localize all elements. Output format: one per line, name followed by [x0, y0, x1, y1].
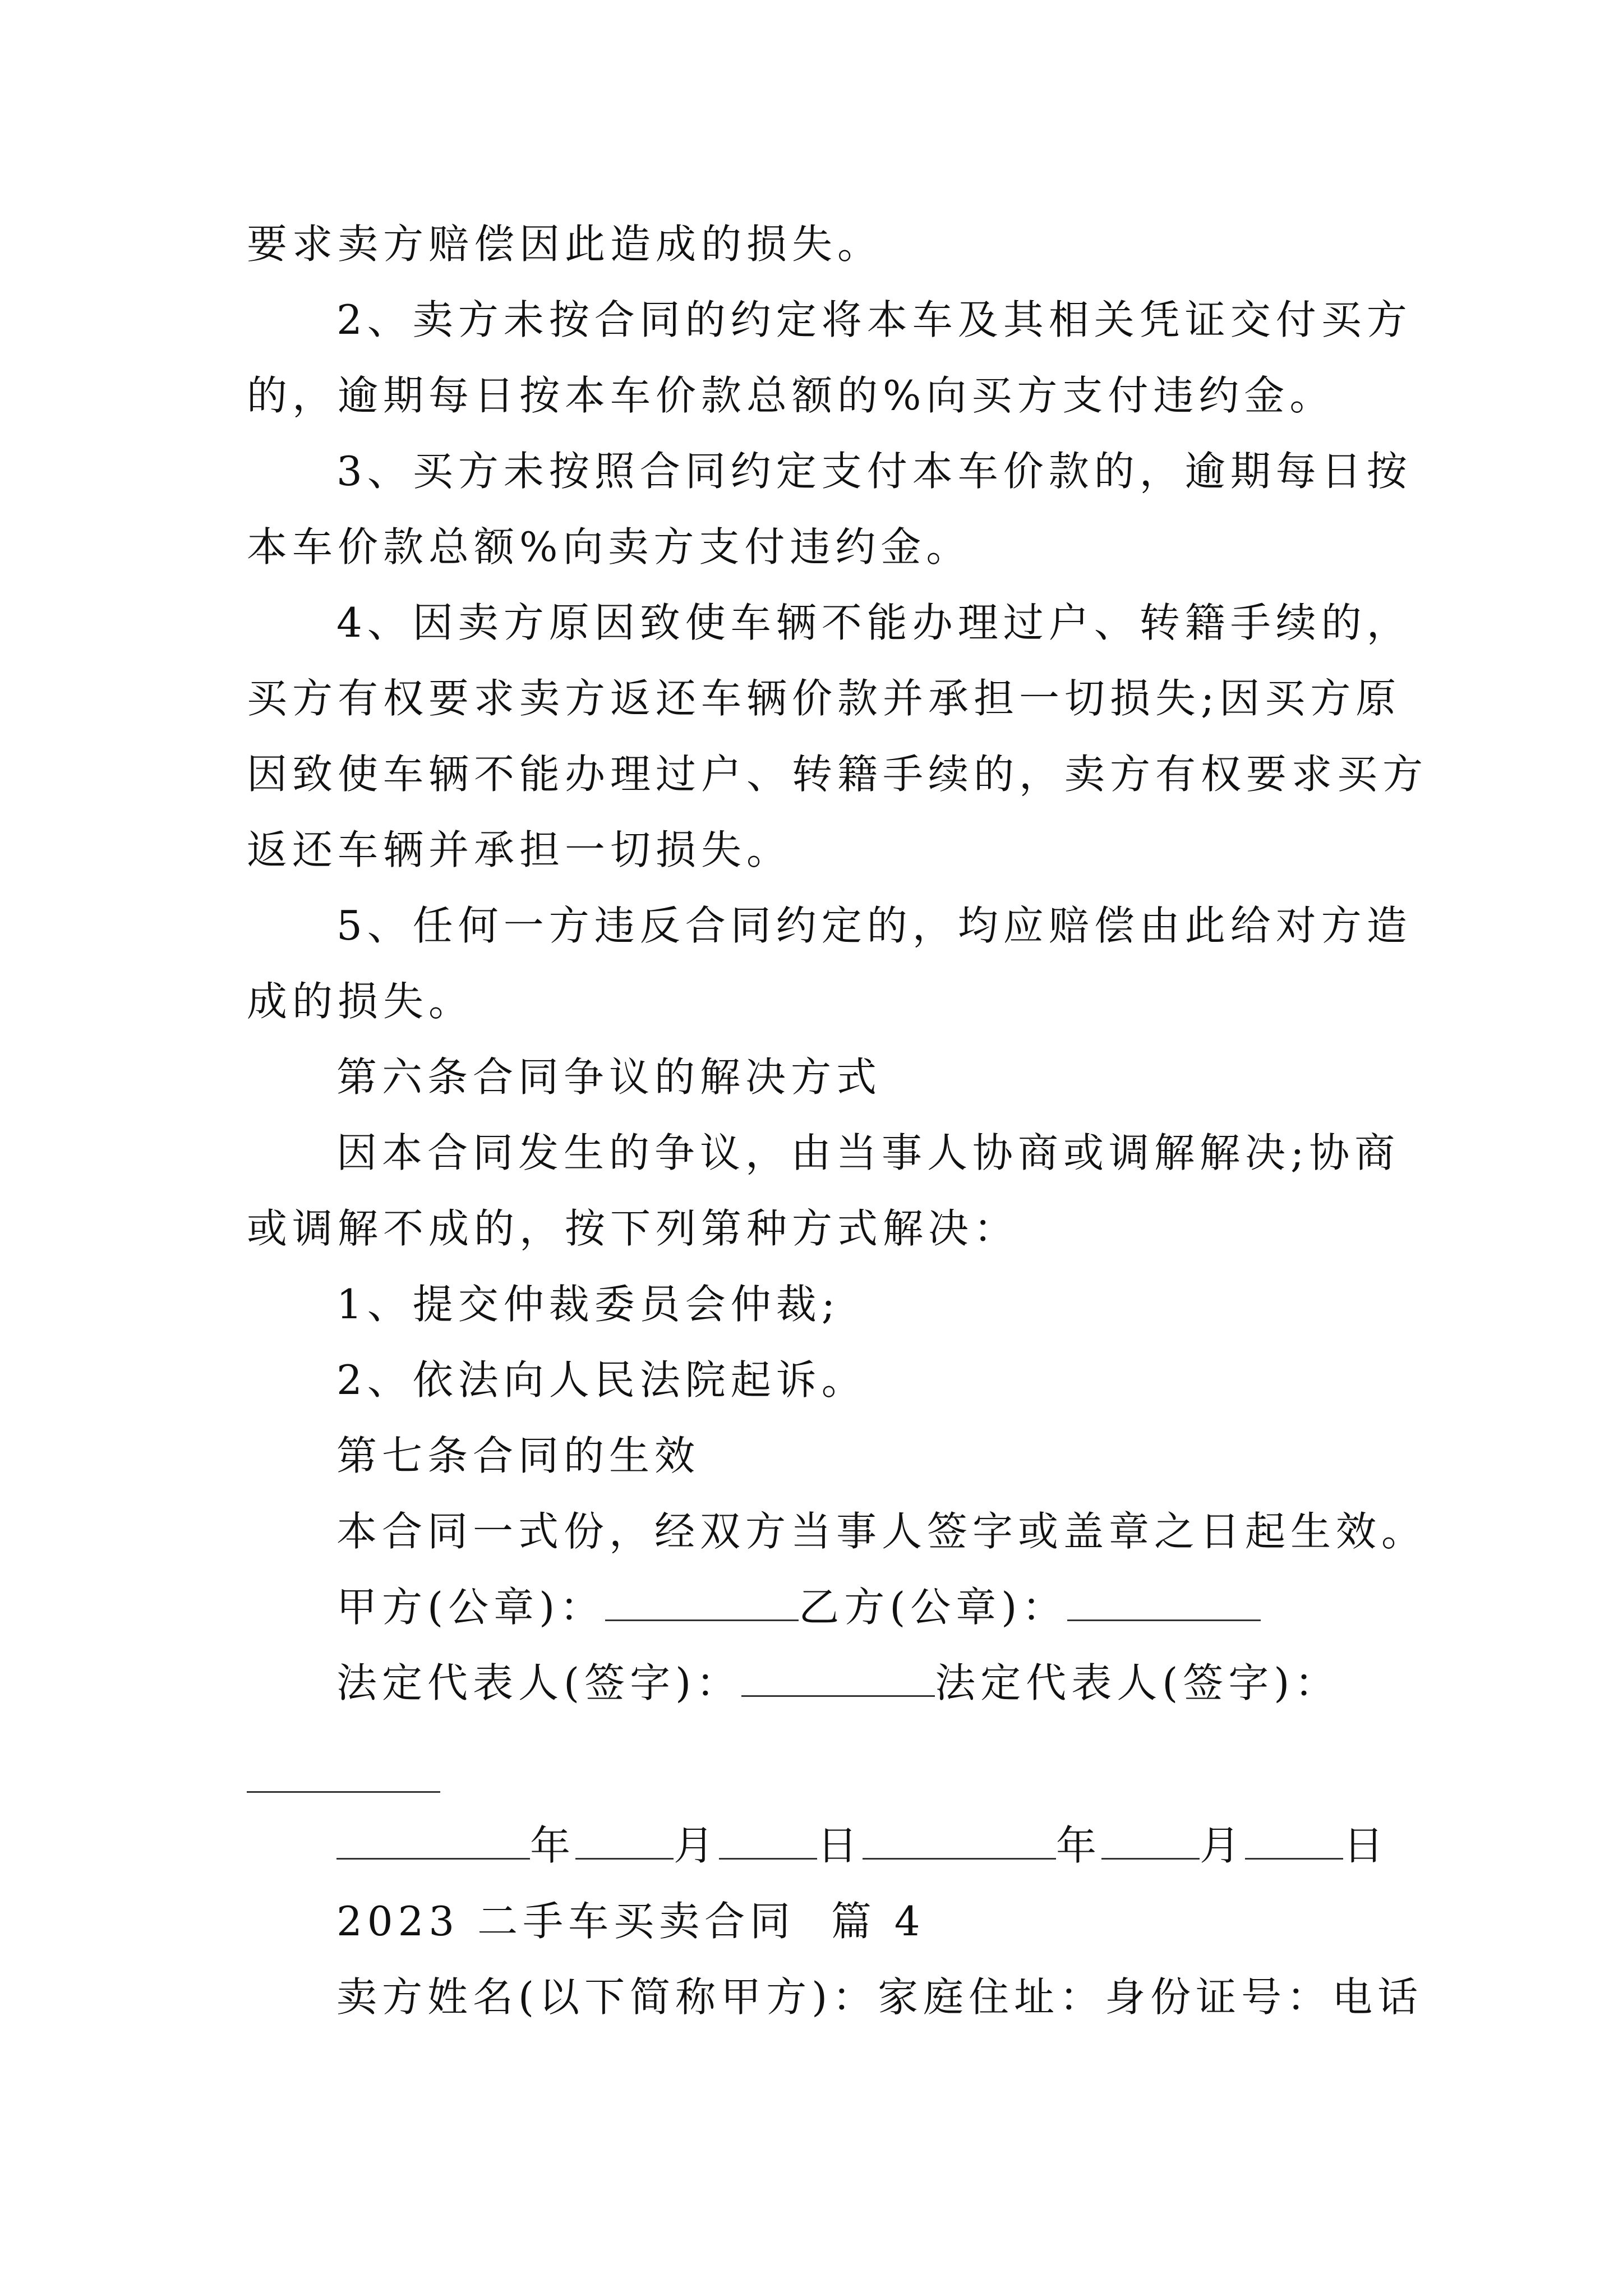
month-a-label: 月 [674, 1822, 720, 1869]
day-a-label: 日 [817, 1822, 863, 1869]
party-b-blank [1067, 1585, 1261, 1621]
day-b-blank [1245, 1823, 1343, 1860]
clause-5-line-1: 5、任何一方违反合同约定的，均应赔偿由此给对方造 [336, 902, 1412, 949]
article-6-line-1: 因本合同发生的争议，由当事人协商或调解解决;协商 [336, 1129, 1400, 1176]
month-b-label: 月 [1200, 1822, 1246, 1869]
next-contract-title: 2023 二手车买卖合同 篇 4 [336, 1898, 925, 1945]
article-6-line-2: 或调解不成的，按下列第种方式解决： [247, 1205, 1020, 1252]
clause-4-line-1: 4、因卖方原因致使车辆不能办理过户、转籍手续的， [336, 599, 1412, 646]
article-7-line-1: 本合同一式份，经双方当事人签字或盖章之日起生效。 [336, 1508, 1427, 1555]
clause-4-line-3: 因致使车辆不能办理过户、转籍手续的，卖方有权要求买方 [247, 751, 1428, 798]
dispute-option-2: 2、依法向人民法院起诉。 [336, 1356, 867, 1404]
year-b-blank [863, 1823, 1056, 1860]
month-a-blank [575, 1823, 674, 1860]
clause-4-line-4: 返还车辆并承担一切损失。 [247, 826, 792, 873]
text-line: 要求卖方赔偿因此造成的损失。 [247, 220, 883, 268]
party-a-label: 甲方(公章)： [336, 1584, 606, 1631]
clause-3-line-2: 本车价款总额%向卖方支付违约金。 [247, 523, 972, 570]
article-6-heading: 第六条合同争议的解决方式 [336, 1053, 882, 1101]
article-7-heading: 第七条合同的生效 [336, 1432, 700, 1479]
party-a-blank [605, 1585, 799, 1621]
dispute-option-1: 1、提交仲裁委员会仲裁; [336, 1281, 841, 1328]
rep-b-label: 法定代表人(签字)： [935, 1659, 1340, 1706]
clause-3-line-1: 3、买方未按照合同约定支付本车价款的，逾期每日按 [336, 448, 1412, 495]
clause-5-line-2: 成的损失。 [247, 978, 474, 1025]
signature-rep-line [336, 1655, 1340, 1711]
signature-party-line [336, 1579, 1261, 1635]
rep-a-blank [741, 1660, 935, 1697]
day-a-blank [719, 1823, 817, 1860]
next-contract-line-1: 卖方姓名(以下简称甲方)：家庭住址：身份证号：电话 [336, 1973, 1423, 2021]
month-b-blank [1101, 1823, 1200, 1860]
party-b-label: 乙方(公章)： [799, 1584, 1068, 1631]
clause-2-line-2: 的，逾期每日按本车价款总额的%向买方支付违约金。 [247, 372, 1335, 419]
year-a-blank [336, 1823, 530, 1860]
date-line [336, 1818, 1389, 1874]
year-b-label: 年 [1056, 1822, 1102, 1869]
clause-2-line-1: 2、卖方未按合同的约定将本车及其相关凭证交付买方 [336, 296, 1412, 343]
clause-4-line-2: 买方有权要求卖方返还车辆价款并承担一切损失;因买方原 [247, 675, 1401, 722]
rep-a-label: 法定代表人(签字)： [336, 1659, 742, 1706]
day-b-label: 日 [1343, 1822, 1389, 1869]
rep-b-blank [247, 1791, 440, 1793]
year-a-label: 年 [530, 1822, 576, 1869]
